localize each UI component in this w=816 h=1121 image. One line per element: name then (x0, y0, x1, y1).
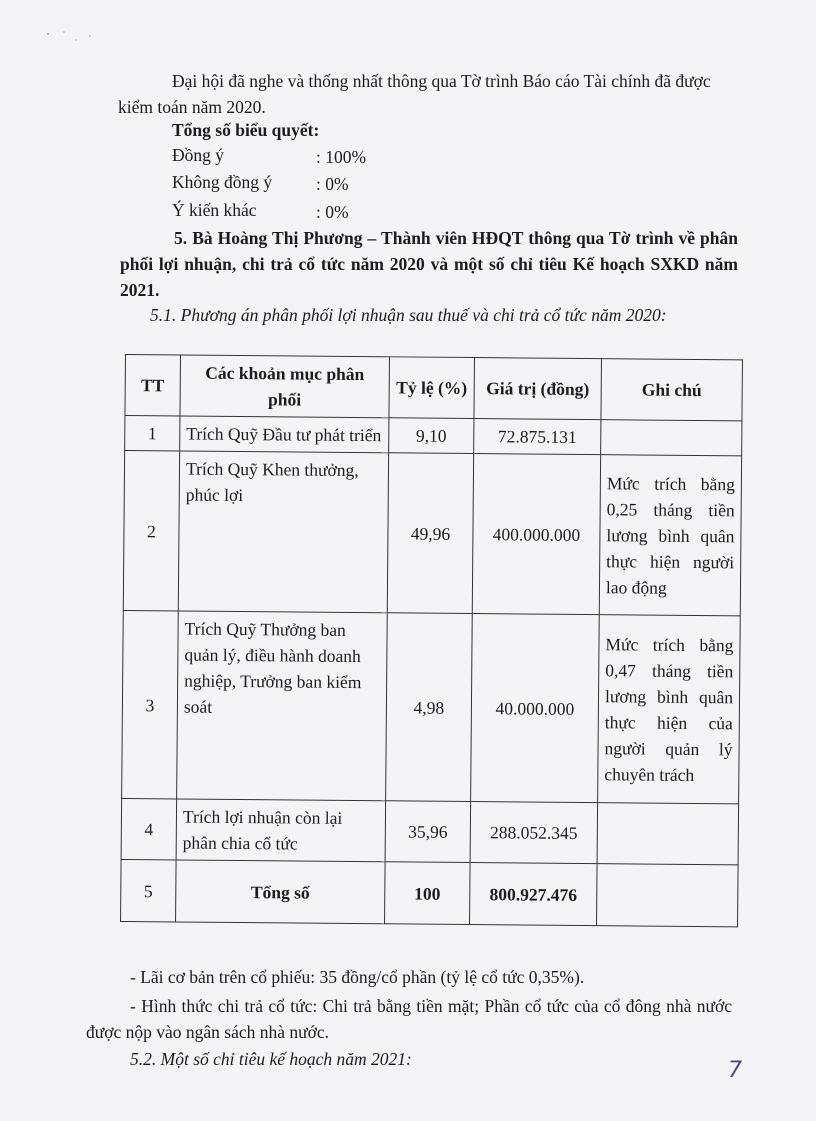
header-value: Giá trị (đồng) (474, 358, 602, 420)
header-note: Ghi chú (601, 359, 743, 421)
section-5-title: 5. Bà Hoàng Thị Phương – Thành viên HĐQT thông qua Tờ trình về phân phối lợi nhuận, chi trả cổ tức năm 2020 và một số chỉ tiêu Kế hoạch SXKD năm 2021. (120, 228, 738, 300)
cell-value: 40.000.000 (471, 614, 600, 803)
cell-total-rate: 100 (385, 862, 471, 925)
table-header-row (125, 355, 743, 421)
intro-paragraph: Đại hội đã nghe và thống nhất thông qua Tờ trình Báo cáo Tài chính đã được kiểm toán năm 2020. (118, 71, 711, 117)
cell-note (597, 803, 739, 865)
cell-value: 288.052.345 (470, 802, 598, 864)
cell-note: Mức trích bằng 0,47 tháng tiền lương bình quân thực hiện của người quản lý chuyên trách (598, 615, 741, 804)
vote-value-agree: : 100% (316, 147, 367, 167)
cell-item: Trích Quỹ Thưởng ban quản lý, điều hành doanh nghiệp, Trưởng ban kiểm soát (177, 611, 388, 801)
cell-value: 72.875.131 (474, 419, 601, 455)
cell-rate: 4,98 (386, 613, 473, 802)
cell-note (601, 420, 742, 456)
table-row (125, 416, 742, 456)
vote-label-disagree: Không đồng ý (172, 172, 273, 192)
cell-total-value: 800.927.476 (470, 863, 598, 926)
scan-specks (40, 20, 100, 50)
header-item: Các khoản mục phân phối (180, 355, 390, 418)
cell-tt: 5 (121, 859, 177, 921)
cell-rate: 49,96 (387, 453, 473, 614)
cell-value: 400.000.000 (472, 454, 600, 615)
vote-label-agree: Đồng ý (172, 145, 225, 165)
cell-item: Trích lợi nhuận còn lại phân chia cổ tức (176, 799, 386, 862)
vote-value-other: : 0% (316, 202, 349, 222)
vote-label-other: Ý kiến khác (172, 200, 257, 220)
bullet-payment-method: - Hình thức chi trả cổ tức: Chi trả bằng tiền mặt; Phần cổ tức của cổ đông nhà nước được nộp vào ngân sách nhà nước. (86, 996, 732, 1042)
table-row (122, 610, 741, 803)
table-row (123, 451, 741, 616)
table-total-row (121, 859, 739, 926)
cell-item: Trích Quỹ Khen thưởng, phúc lợi (178, 451, 388, 613)
cell-rate: 9,10 (389, 418, 474, 454)
table-row (121, 798, 739, 864)
vote-value-disagree: : 0% (316, 174, 349, 194)
section-5-2-title: 5.2. Một số chỉ tiêu kế hoạch năm 2021: (130, 1049, 412, 1069)
cell-note: Mức trích bằng 0,25 tháng tiền lương bình quân thực hiện người lao động (599, 455, 741, 616)
cell-total-label: Tổng số (176, 860, 386, 924)
section-5-1-title: 5.1. Phương án phân phối lợi nhuận sau thuế và chi trả cổ tức năm 2020: (150, 305, 667, 325)
cell-tt: 2 (123, 451, 179, 611)
profit-distribution-table (120, 354, 743, 927)
page-number: 7 (728, 1058, 742, 1083)
header-rate: Tỷ lệ (%) (389, 357, 475, 419)
header-tt: TT (125, 355, 181, 416)
cell-tt: 3 (122, 610, 179, 798)
cell-rate: 35,96 (385, 801, 471, 863)
cell-tt: 1 (125, 416, 180, 451)
bullet-basic-eps: - Lãi cơ bản trên cổ phiếu: 35 đồng/cổ phần (tỷ lệ cổ tức 0,35%). (130, 967, 585, 987)
vote-heading: Tổng số biểu quyết: (172, 120, 320, 140)
cell-item: Trích Quỹ Đầu tư phát triển (180, 416, 389, 453)
cell-tt: 4 (121, 798, 177, 859)
cell-note (597, 864, 739, 927)
